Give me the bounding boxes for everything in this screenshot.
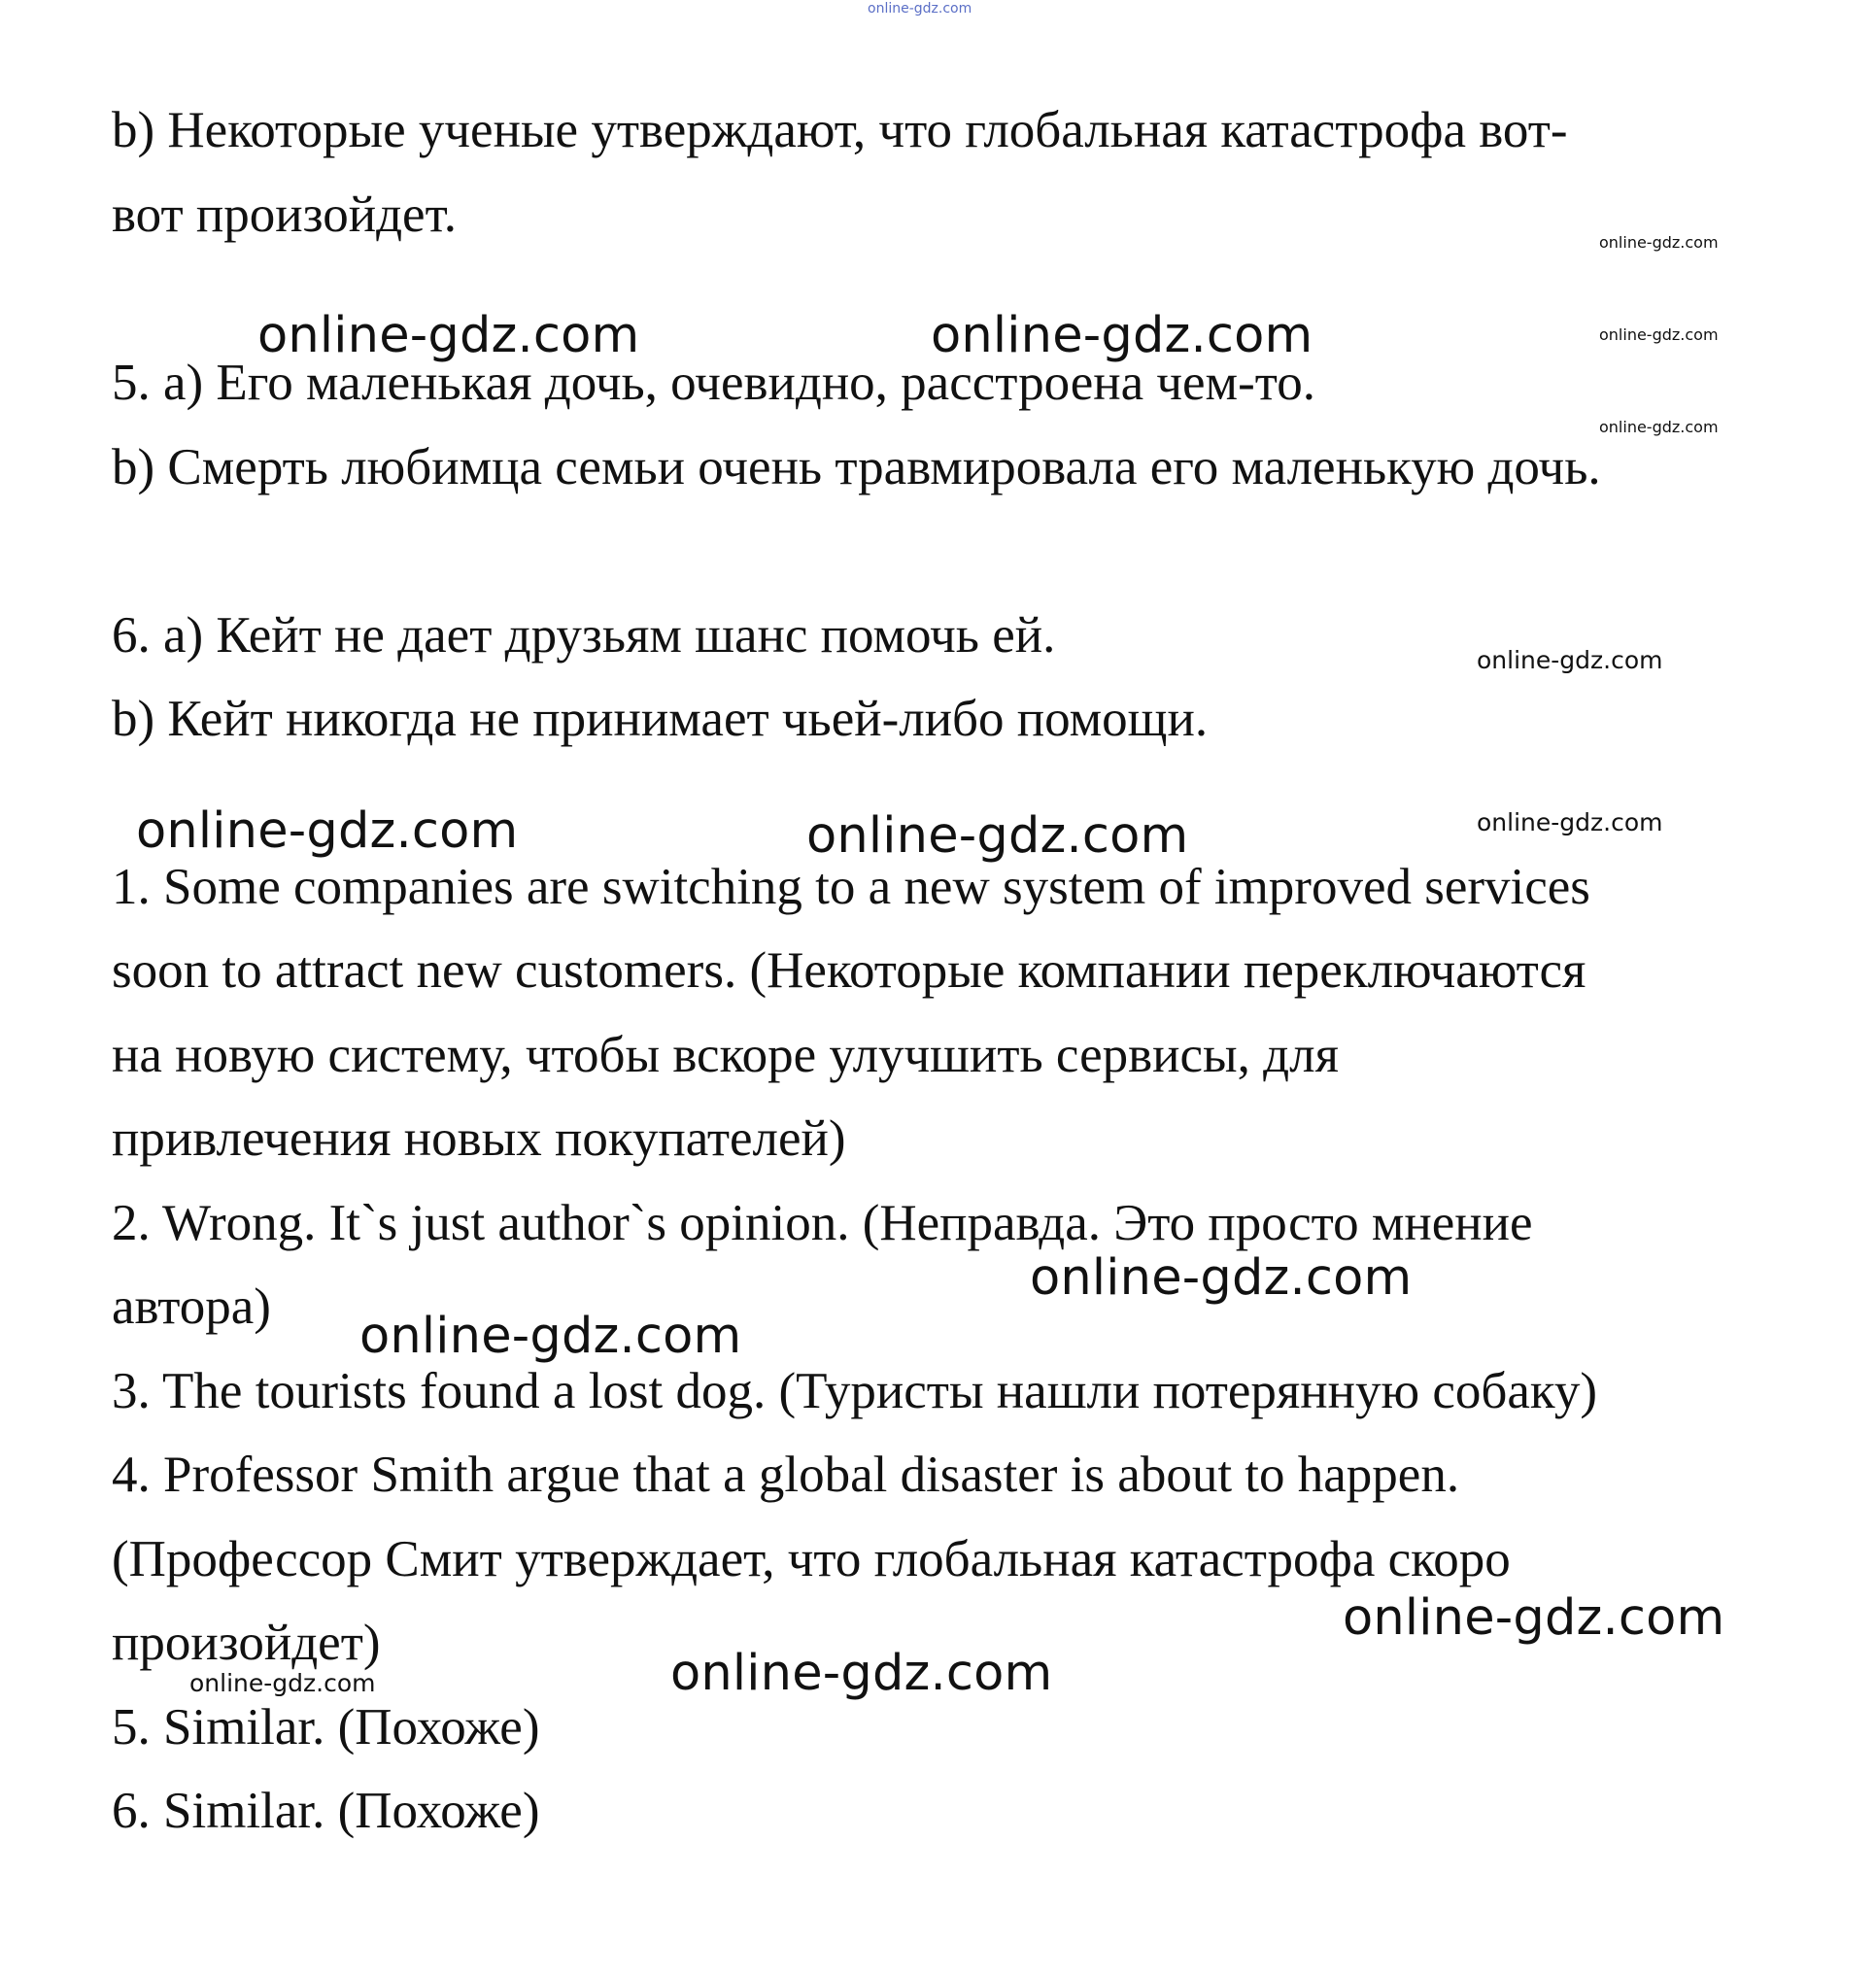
watermark-mid-1: online-gdz.com bbox=[1477, 646, 1663, 674]
text-line-9: на новую систему, чтобы вскоре улучшить сервисы, для bbox=[112, 1027, 1339, 1083]
text-line-15: (Профессор Смит утверждает, что глобальная катастрофа скоро bbox=[112, 1531, 1511, 1587]
text-line-14: 4. Professor Smith argue that a global disaster is about to happen. bbox=[112, 1447, 1460, 1503]
watermark-big-6: online-gdz.com bbox=[359, 1308, 742, 1365]
text-line-7: 1. Some companies are switching to a new system of improved services bbox=[112, 859, 1590, 915]
text-line-18: 6. Similar. (Похоже) bbox=[112, 1783, 540, 1839]
watermark-mid-3: online-gdz.com bbox=[189, 1669, 376, 1697]
watermark-big-4: online-gdz.com bbox=[806, 807, 1189, 865]
text-line-6: b) Кейт никогда не принимает чьей-либо помощи. bbox=[112, 691, 1209, 747]
text-line-10: привлечения новых покупателей) bbox=[112, 1110, 846, 1167]
watermark-big-3: online-gdz.com bbox=[136, 802, 519, 860]
watermark-small-3: online-gdz.com bbox=[1599, 418, 1719, 436]
text-line-4: b) Смерть любимца семьи очень травмировала его маленькую дочь. bbox=[112, 439, 1601, 495]
text-line-2: вот произойдет. bbox=[112, 187, 458, 243]
text-line-11: 2. Wrong. It`s just author`s opinion. (Неправда. Это просто мнение bbox=[112, 1195, 1533, 1251]
watermark-small-2: online-gdz.com bbox=[1599, 325, 1719, 344]
text-line-3: 5. a) Его маленькая дочь, очевидно, расстроена чем-то. bbox=[112, 355, 1315, 411]
watermark-mid-2: online-gdz.com bbox=[1477, 808, 1663, 836]
watermark-top: online-gdz.com bbox=[868, 1, 972, 17]
text-line-5: 6. a) Кейт не дает друзьям шанс помочь ей. bbox=[112, 607, 1056, 664]
watermark-big-2: online-gdz.com bbox=[931, 307, 1313, 364]
text-line-13: 3. The tourists found a lost dog. (Туристы нашли потерянную собаку) bbox=[112, 1363, 1598, 1419]
text-line-8: soon to attract new customers. (Некоторые компании переключаются bbox=[112, 942, 1586, 999]
text-line-17: 5. Similar. (Похоже) bbox=[112, 1699, 540, 1755]
text-line-12: автора) bbox=[112, 1278, 271, 1335]
watermark-big-5: online-gdz.com bbox=[1030, 1249, 1413, 1307]
watermark-small-1: online-gdz.com bbox=[1599, 233, 1719, 252]
text-line-1: b) Некоторые ученые утверждают, что глобальная катастрофа вот- bbox=[112, 102, 1568, 158]
watermark-big-8: online-gdz.com bbox=[670, 1645, 1053, 1702]
text-line-16: произойдет) bbox=[112, 1615, 381, 1671]
watermark-big-1: online-gdz.com bbox=[257, 307, 640, 364]
watermark-big-7: online-gdz.com bbox=[1343, 1589, 1725, 1647]
